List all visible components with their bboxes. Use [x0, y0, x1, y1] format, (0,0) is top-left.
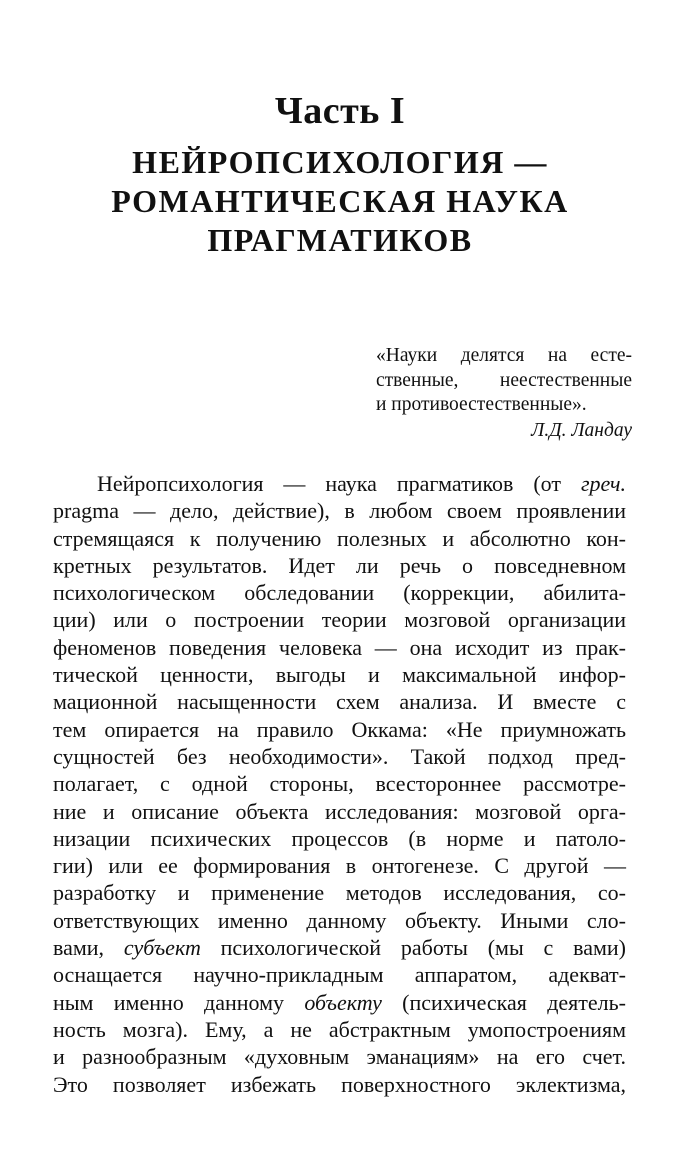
body-line: Нейропсихология — наука прагматиков (от греч. — [97, 471, 626, 496]
epigraph-author: Л.Д. Ландау — [531, 419, 632, 441]
body-line: феноменов поведения человека — она исходит из прак- — [53, 634, 626, 660]
body-line: ответствующих именно данному объекту. Иными сло- — [53, 907, 626, 933]
body-line: гии) или ее формирования в онтогенезе. С другой — — [53, 853, 626, 879]
chapter-title-line-3: ПРАГМАТИКОВ — [207, 222, 473, 258]
body-line: оснащается научно-прикладным аппаратом, адекват- — [53, 962, 626, 988]
body-line: низации психических процессов (в норме и патоло- — [53, 825, 626, 851]
epigraph-line-3: и противоестественные». — [376, 394, 587, 415]
body-line: психологическом обследовании (коррекции, абилита- — [53, 580, 626, 606]
body-line: кретных результатов. Идет ли речь о повседневном — [53, 552, 626, 578]
epigraph — [376, 344, 632, 443]
chapter-title — [0, 143, 680, 260]
italic-term: греч. — [580, 471, 626, 496]
body-paragraph — [53, 470, 626, 1098]
body-line: ность мозга). Ему, а не абстрактным умопостроениям — [53, 1016, 626, 1042]
italic-term: субъект — [123, 935, 201, 961]
body-line: вами, субъект психологической работы (мы с вами) — [53, 935, 626, 961]
body-line: ным именно данному объекту (психическая деятель- — [53, 989, 626, 1015]
body-line: ние и описание объекта исследования: мозговой орга- — [53, 798, 626, 824]
body-line: ции) или о построении теории мозговой организации — [53, 607, 626, 633]
body-line: и разнообразным «духовным эманациям» на его счет. — [53, 1044, 626, 1070]
epigraph-line-1: «Науки делятся на есте- — [376, 345, 632, 366]
body-line: тем опирается на правило Оккама: «Не приумножать — [53, 716, 626, 742]
chapter-title-line-2: РОМАНТИЧЕСКАЯ НАУКА — [111, 183, 569, 219]
italic-term: объекту — [304, 989, 382, 1015]
body-line: pragma — дело, действие), в любом своем проявлении — [53, 498, 626, 524]
part-title: Часть I — [274, 90, 406, 132]
body-line: разработку и применение методов исследования, со- — [53, 880, 626, 906]
body-line: полагает, с одной стороны, всестороннее рассмотре- — [53, 771, 626, 797]
body-line: мационной насыщенности схем анализа. И вместе с — [53, 689, 626, 715]
body-line: сущностей без необходимости». Такой подход пред- — [53, 743, 626, 769]
epigraph-line-2: ственные, неестественные — [376, 369, 632, 391]
body-line: стремящаяся к получению полезных и абсолютно кон- — [53, 525, 626, 551]
chapter-title-line-1: НЕЙРОПСИХОЛОГИЯ — — [132, 144, 548, 180]
body-line: Это позволяет избежать поверхностного эклектизма, — [53, 1071, 626, 1097]
body-line: тической ценности, выгоды и максимальной инфор- — [53, 662, 626, 688]
